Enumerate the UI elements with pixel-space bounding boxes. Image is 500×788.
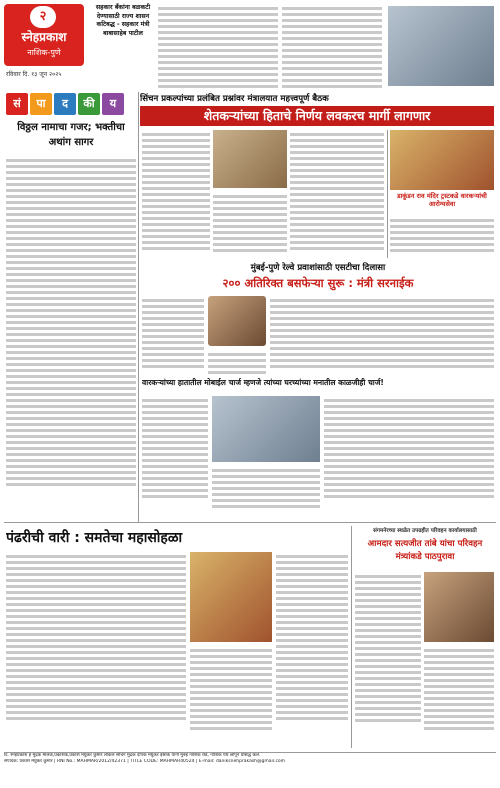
pandharpur-body-right <box>276 552 348 748</box>
imprint-line-2: संपादक: प्रकाश मधुकर कुमार | RNI No.: MAHMAR/2012/42371 | TITLE CODE: MAHMAR40524 | E-mail: daniksnehprakash@gmail.com <box>4 759 286 764</box>
photo-satyajeet-tambe <box>424 572 494 642</box>
photo-vitthal-idol <box>190 552 272 642</box>
pandharpur-body-mid <box>190 646 272 746</box>
article-sahakar-body <box>158 4 278 88</box>
imprint-line-1: दि. स्नेहप्रकाश हे मुद्रक मालक,प्रकाशक,प्रकाश मधुकर कुमार लोकल सचिन मुद्रक दीपक मधुकर इसाके यांनी मुंबई नाशिक रोड, नाशिक येथे छापून प्रसिद्ध केले. <box>4 753 261 758</box>
imprint-footer <box>4 752 496 785</box>
sampadakiya-letter: की <box>78 93 100 115</box>
editorial-title: विठ्ठल नामाचा गजर; भक्तीचा अथांग सागर <box>17 122 125 148</box>
masthead-title: स्नेहप्रकाश <box>21 30 67 44</box>
pandharpur-headline: पंढरीची वारी : समतेचा महासोहळा <box>6 530 183 546</box>
side-story-body <box>390 216 494 260</box>
bus-body-col2 <box>208 350 266 376</box>
satyajeet-headline: आमदार सत्यजीत तांबे यांचा परिवहन मंत्र्यांकडे पाठपुरावा <box>367 539 483 562</box>
pandharpur-body-left <box>6 552 186 748</box>
column-divider <box>138 92 139 522</box>
photo-temple-healthcare <box>390 130 494 190</box>
bus-body-col3 <box>270 296 494 376</box>
satyajeet-body-col1 <box>355 572 421 748</box>
lead-body-col2 <box>213 192 287 258</box>
masthead-badge <box>4 4 84 66</box>
mobile-headline: वारकऱ्यांच्या हातातील मोबाईल चार्ज म्हणजे त्यांच्या घरच्यांच्या मनातील काळजीही चार्ज! <box>142 378 384 387</box>
sampadakiya-letter: सं <box>6 93 28 115</box>
lead-body-col3 <box>290 130 384 258</box>
side-story-headline: डाकुंडन राव मंदिर ट्रस्टकडे वारकऱ्यांची आरोग्यसेवा <box>397 192 487 208</box>
photo-mobile-charging <box>212 396 320 462</box>
masthead-date: रविवार दि. १३ जून २०२५ <box>6 71 62 78</box>
sampadakiya-letter: य <box>102 93 124 115</box>
photo-minister-portrait <box>208 296 266 346</box>
column-divider <box>351 526 352 748</box>
editorial-body <box>6 156 136 520</box>
mobile-body-col1 <box>142 396 208 516</box>
satyajeet-body-col2 <box>424 646 494 748</box>
bus-headline: २०० अतिरिक्त बसफेऱ्या सुरू : मंत्री सरनाईक <box>222 276 414 290</box>
mobile-body-col2 <box>212 466 320 516</box>
masthead-edition: नाशिक-पुणे <box>27 48 61 57</box>
satyajeet-kicker: संगमनेरच्या स्थळेत उपग्रहीत परिवहन कार्यालयासाठी <box>373 528 477 534</box>
sampadakiya-label <box>6 92 136 116</box>
masthead-page-number: २ <box>30 6 56 28</box>
headline-sahakar: सहकार बँकांना बळकटी देण्यासाठी राज्य शासन कटिबद्ध - सहकार मंत्री बाबासाहेब पाटील <box>95 4 151 37</box>
lead-body-col1 <box>142 130 210 258</box>
lead-headline: शेतकऱ्यांच्या हिताचे निर्णय लवकरच मार्गी लागणार <box>140 106 494 126</box>
column-divider <box>387 130 388 258</box>
sampadakiya-letter: पा <box>30 93 52 115</box>
article-sahakar-body-2 <box>282 4 382 88</box>
photo-sahakar-event <box>388 6 494 86</box>
photo-lead-meeting <box>213 130 287 188</box>
lead-kicker: सिंचन प्रकल्पांच्या प्रलंबित प्रश्नांवर मंत्रालयात महत्त्वपूर्ण बैठक <box>140 94 329 104</box>
bus-kicker: मुंबई-पुणे रेल्वे प्रवाशांसाठी एसटीचा दिलासा <box>250 263 386 273</box>
sampadakiya-letter: द <box>54 93 76 115</box>
mobile-body-col3 <box>324 396 494 516</box>
bus-body-col1 <box>142 296 204 376</box>
section-divider <box>4 522 496 523</box>
